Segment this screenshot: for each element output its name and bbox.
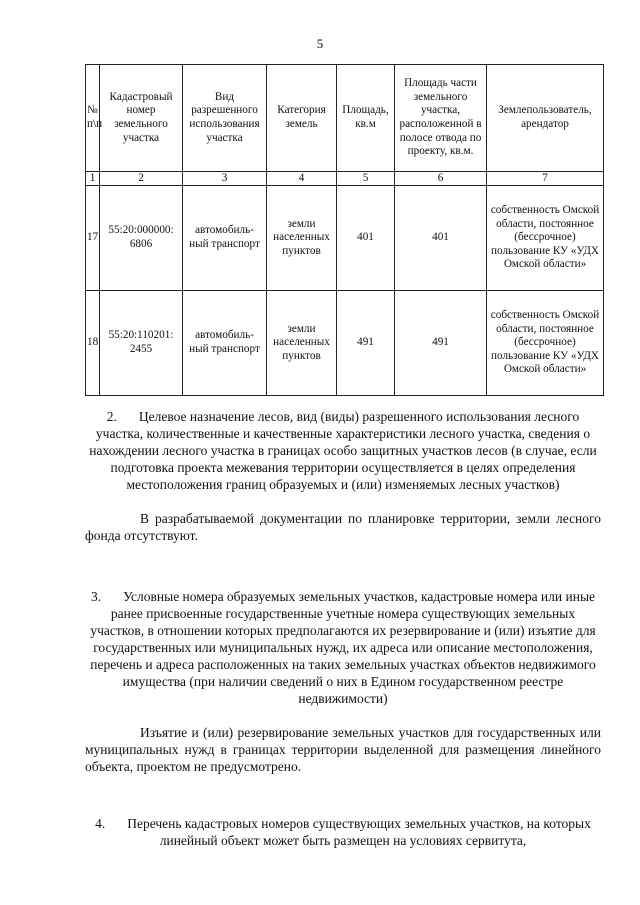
section-heading-text: Перечень кадастровых номеров существующих земельных участков, на которых линейный объект может быть размещен на условиях сервитута, xyxy=(127,816,591,848)
row-area-part: 491 xyxy=(395,291,487,396)
row-cadastral: 55:20:000000: 6806 xyxy=(100,186,183,291)
table-row xyxy=(86,291,604,396)
column-number: 1 xyxy=(86,172,100,186)
column-number-row xyxy=(86,172,604,186)
section-number: 2. xyxy=(106,409,117,424)
section-4 xyxy=(85,815,601,849)
row-number: 17 xyxy=(86,186,100,291)
section-3 xyxy=(85,588,601,775)
header-category: Категория земель xyxy=(267,65,337,172)
column-number: 6 xyxy=(395,172,487,186)
section-number: 3. xyxy=(90,589,102,604)
row-area-part: 401 xyxy=(395,186,487,291)
header-usage: Вид разрешенного использования участка xyxy=(183,65,267,172)
row-user: собственность Омской области, постоянное (бессрочное) пользование КУ «УДХ Омской области» xyxy=(487,186,604,291)
section-2 xyxy=(85,408,601,544)
header-cadastral: Кадастровый номер земельного участка xyxy=(100,65,183,172)
row-cadastral: 55:20:110201: 2455 xyxy=(100,291,183,396)
row-user: собственность Омской области, постоянное (бессрочное) пользование КУ «УДХ Омской области» xyxy=(487,291,604,396)
table-row xyxy=(86,186,604,291)
section-number: 4. xyxy=(95,816,106,831)
row-usage: автомобиль- ный транспорт xyxy=(183,186,267,291)
row-area: 491 xyxy=(337,291,395,396)
row-usage: автомобиль- ный транспорт xyxy=(183,291,267,396)
page-number: 5 xyxy=(316,36,324,51)
land-plots-table xyxy=(85,64,604,396)
header-area-part: Площадь части земельного участка, расположенной в полосе отвода по проекту, кв.м. xyxy=(395,65,487,172)
column-number: 7 xyxy=(487,172,604,186)
section-heading xyxy=(85,588,601,707)
row-area: 401 xyxy=(337,186,395,291)
row-category: земли населенных пунктов xyxy=(267,186,337,291)
column-number: 3 xyxy=(183,172,267,186)
row-number: 18 xyxy=(86,291,100,396)
section-heading-text: Целевое назначение лесов, вид (виды) разрешенного использования лесного участка, количественные и качественные характеристики лесного участка, сведения о нахождении лесного участка в границах особо защитных участков лесов (в случае, если подготовка проекта межевания территории осуществляется в целях определения местоположения границ образуемых и (или) изменяемых лесных участков) xyxy=(89,409,597,492)
column-number: 5 xyxy=(337,172,395,186)
table-header-row xyxy=(86,65,604,172)
section-heading xyxy=(85,815,601,849)
header-user: Землепользователь, арендатор xyxy=(487,65,604,172)
row-category: земли населенных пунктов xyxy=(267,291,337,396)
column-number: 2 xyxy=(100,172,183,186)
section-heading xyxy=(85,408,601,493)
section-body: В разрабатываемой документации по планировке территории, земли лесного фонда отсутствуют. xyxy=(85,511,601,543)
section-heading-text: Условные номера образуемых земельных участков, кадастровые номера или иные ранее присвоенные государственные учетные номера существующих земельных участков, в отношении которых предполагаются их резервирование и (или) изъятие для государственных или муниципальных нужд, их адреса или описание местоположения, перечень и адреса расположенных на таких земельных участках объектов недвижимого имущества (при наличии сведений о них в Едином государственном реестре недвижимости) xyxy=(90,589,596,706)
column-number: 4 xyxy=(267,172,337,186)
header-number: № п\п xyxy=(86,65,100,172)
header-area: Площадь, кв.м xyxy=(337,65,395,172)
section-body: Изъятие и (или) резервирование земельных участков для государственных или муниципальных нужд в границах территории выделенной для размещения линейного объекта, проектом не предусмотрено. xyxy=(85,725,601,774)
